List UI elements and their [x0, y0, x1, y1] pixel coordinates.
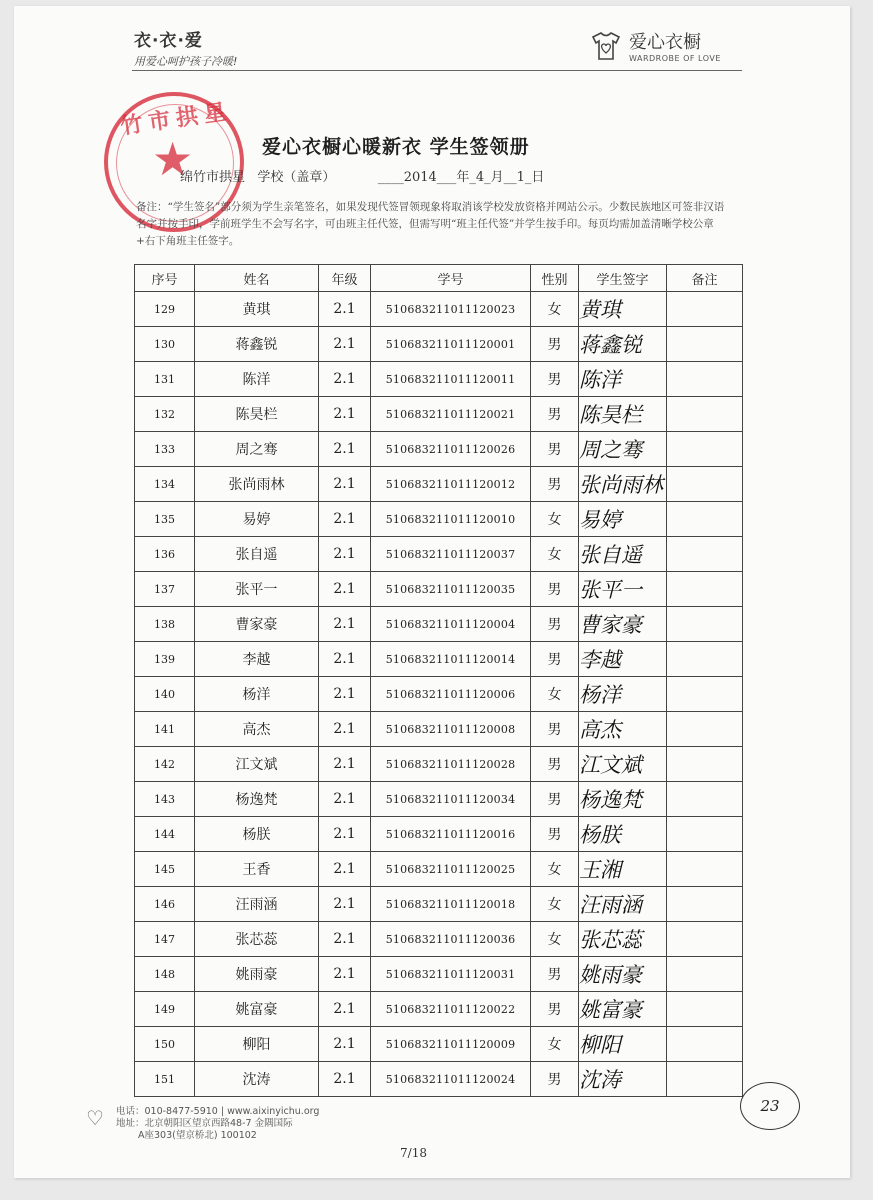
- row-student-id: 510683211011120001: [371, 327, 531, 362]
- row-remark: [667, 852, 743, 887]
- table-row: [135, 397, 743, 432]
- row-grade: 2.1: [319, 537, 371, 572]
- row-name: 杨洋: [195, 677, 319, 712]
- row-seq: 130: [135, 327, 195, 362]
- row-sex: 男: [531, 642, 579, 677]
- row-seq: 136: [135, 537, 195, 572]
- row-grade: 2.1: [319, 782, 371, 817]
- right-logo-cn: 爱心衣橱: [629, 32, 701, 53]
- row-remark: [667, 572, 743, 607]
- row-sex: 男: [531, 572, 579, 607]
- row-remark: [667, 817, 743, 852]
- row-remark: [667, 712, 743, 747]
- row-signature: 杨逸梵: [579, 782, 667, 817]
- row-grade: 2.1: [319, 642, 371, 677]
- row-remark: [667, 537, 743, 572]
- table-row: [135, 362, 743, 397]
- brand-right: [589, 28, 721, 63]
- row-seq: 139: [135, 642, 195, 677]
- row-signature: 沈涛: [579, 1062, 667, 1097]
- row-signature: 李越: [579, 642, 667, 677]
- row-grade: 2.1: [319, 922, 371, 957]
- row-grade: 2.1: [319, 397, 371, 432]
- page-sep: /: [407, 1146, 412, 1160]
- row-seq: 151: [135, 1062, 195, 1097]
- table-row: [135, 817, 743, 852]
- row-student-id: 510683211011120010: [371, 502, 531, 537]
- row-seq: 150: [135, 1027, 195, 1062]
- row-seq: 138: [135, 607, 195, 642]
- row-seq: 134: [135, 467, 195, 502]
- row-sex: 男: [531, 467, 579, 502]
- row-sex: 女: [531, 677, 579, 712]
- row-seq: 140: [135, 677, 195, 712]
- row-signature: 张芯蕊: [579, 922, 667, 957]
- row-sex: 女: [531, 1027, 579, 1062]
- date-year: ____2014___: [377, 170, 457, 185]
- row-name: 张平一: [195, 572, 319, 607]
- row-name: 李越: [195, 642, 319, 677]
- row-name: 杨逸梵: [195, 782, 319, 817]
- table-row: [135, 782, 743, 817]
- row-sex: 男: [531, 1062, 579, 1097]
- page-title: 爱心衣橱心暖新衣 学生签领册: [262, 136, 530, 158]
- row-name: 王香: [195, 852, 319, 887]
- row-grade: 2.1: [319, 887, 371, 922]
- row-name: 蒋鑫锐: [195, 327, 319, 362]
- row-remark: [667, 327, 743, 362]
- row-signature: 汪雨涵: [579, 887, 667, 922]
- right-logo-en: WARDROBE OF LOVE: [629, 54, 721, 63]
- row-student-id: 510683211011120008: [371, 712, 531, 747]
- row-name: 张芯蕊: [195, 922, 319, 957]
- row-grade: 2.1: [319, 817, 371, 852]
- row-remark: [667, 957, 743, 992]
- row-grade: 2.1: [319, 677, 371, 712]
- row-student-id: 510683211011120022: [371, 992, 531, 1027]
- row-grade: 2.1: [319, 747, 371, 782]
- row-sex: 男: [531, 817, 579, 852]
- row-sex: 男: [531, 957, 579, 992]
- row-student-id: 510683211011120034: [371, 782, 531, 817]
- row-signature: 柳阳: [579, 1027, 667, 1062]
- row-grade: 2.1: [319, 572, 371, 607]
- row-remark: [667, 747, 743, 782]
- row-student-id: 51068321101112002З: [371, 292, 531, 327]
- table-row: [135, 642, 743, 677]
- row-sex: 男: [531, 607, 579, 642]
- row-student-id: 510683211011120014: [371, 642, 531, 677]
- row-signature: 王湘: [579, 852, 667, 887]
- row-name: 汪雨涵: [195, 887, 319, 922]
- page-number: [400, 1146, 427, 1160]
- student-roster-table: [134, 264, 743, 1097]
- col-header-remark: 备注: [667, 265, 743, 292]
- row-grade: 2.1: [319, 467, 371, 502]
- date-month: _4_: [469, 170, 491, 185]
- table-row: [135, 922, 743, 957]
- row-student-id: 510683211011120026: [371, 432, 531, 467]
- row-student-id: 510683211011120037: [371, 537, 531, 572]
- row-grade: 2.1: [319, 852, 371, 887]
- row-signature: 杨洋: [579, 677, 667, 712]
- teacher-mark: 23: [740, 1082, 800, 1130]
- row-name: 沈涛: [195, 1062, 319, 1097]
- row-student-id: 510683211011120016: [371, 817, 531, 852]
- row-sex: 男: [531, 397, 579, 432]
- row-signature: 周之骞: [579, 432, 667, 467]
- row-remark: [667, 607, 743, 642]
- row-signature: 江文斌: [579, 747, 667, 782]
- row-grade: 2.1: [319, 1027, 371, 1062]
- year-unit: 年: [456, 170, 470, 185]
- footer-address-2: A座303(望京桥北) 100102: [138, 1130, 257, 1141]
- row-remark: [667, 502, 743, 537]
- row-seq: 149: [135, 992, 195, 1027]
- row-seq: 135: [135, 502, 195, 537]
- row-student-id: 510683211011120012: [371, 467, 531, 502]
- row-grade: 2.1: [319, 327, 371, 362]
- col-header-seq: 序号: [135, 265, 195, 292]
- row-sex: 女: [531, 502, 579, 537]
- row-sex: 女: [531, 537, 579, 572]
- row-name: 张尚雨林: [195, 467, 319, 502]
- row-remark: [667, 992, 743, 1027]
- row-name: 柳阳: [195, 1027, 319, 1062]
- page-current: 7: [400, 1146, 408, 1160]
- row-sex: 女: [531, 922, 579, 957]
- table-row: [135, 992, 743, 1027]
- row-signature: 张尚雨林: [579, 467, 667, 502]
- row-remark: [667, 782, 743, 817]
- row-name: 黄琪: [195, 292, 319, 327]
- row-grade: 2.1: [319, 432, 371, 467]
- table-row: [135, 467, 743, 502]
- row-student-id: 510683211011120035: [371, 572, 531, 607]
- row-student-id: 510683211011120009: [371, 1027, 531, 1062]
- row-remark: [667, 432, 743, 467]
- row-remark: [667, 1062, 743, 1097]
- table-row: [135, 572, 743, 607]
- row-student-id: 510683211011120004: [371, 607, 531, 642]
- row-remark: [667, 362, 743, 397]
- table-row: [135, 852, 743, 887]
- row-grade: 2.1: [319, 502, 371, 537]
- row-name: 陈昊栏: [195, 397, 319, 432]
- row-signature: 曹家豪: [579, 607, 667, 642]
- row-remark: [667, 887, 743, 922]
- row-grade: 2.1: [319, 957, 371, 992]
- row-signature: 陈昊栏: [579, 397, 667, 432]
- row-grade: 2.1: [319, 1062, 371, 1097]
- footer-logo-icon: ♡: [86, 1106, 104, 1130]
- row-sex: 男: [531, 747, 579, 782]
- row-signature: 姚雨豪: [579, 957, 667, 992]
- row-signature: 张平一: [579, 572, 667, 607]
- row-signature: 蒋鑫锐: [579, 327, 667, 362]
- row-remark: [667, 677, 743, 712]
- row-grade: 2.1: [319, 362, 371, 397]
- row-sex: 女: [531, 852, 579, 887]
- row-seq: 146: [135, 887, 195, 922]
- row-signature: 姚富豪: [579, 992, 667, 1027]
- table-row: [135, 747, 743, 782]
- brand-left: [134, 26, 237, 69]
- row-seq: 141: [135, 712, 195, 747]
- row-remark: [667, 922, 743, 957]
- row-seq: 129: [135, 292, 195, 327]
- row-seq: 131: [135, 362, 195, 397]
- school-suffix: 学校（盖章）: [257, 170, 336, 185]
- table-row: [135, 957, 743, 992]
- row-student-id: 510683211011120024: [371, 1062, 531, 1097]
- row-seq: 148: [135, 957, 195, 992]
- row-sex: 男: [531, 432, 579, 467]
- row-seq: 143: [135, 782, 195, 817]
- month-unit: 月: [490, 170, 504, 185]
- row-sex: 男: [531, 362, 579, 397]
- row-student-id: 510683211011120006: [371, 677, 531, 712]
- row-student-id: 510683211011120021: [371, 397, 531, 432]
- left-logo: 衣·衣·爱: [134, 31, 203, 51]
- row-student-id: 510683211011120025: [371, 852, 531, 887]
- date-day: __1_: [503, 170, 532, 185]
- row-remark: [667, 467, 743, 502]
- row-grade: 2.1: [319, 712, 371, 747]
- left-slogan: 用爱心呵护孩子冷暖!: [134, 55, 238, 68]
- page-total: 18: [411, 1146, 427, 1160]
- table-row: [135, 432, 743, 467]
- col-header-name: 姓名: [195, 265, 319, 292]
- row-seq: 132: [135, 397, 195, 432]
- table-row: [135, 677, 743, 712]
- row-sex: 男: [531, 327, 579, 362]
- table-row: [135, 537, 743, 572]
- row-name: 姚雨豪: [195, 957, 319, 992]
- col-header-sex: 性别: [531, 265, 579, 292]
- row-student-id: 510683211011120031: [371, 957, 531, 992]
- row-student-id: 510683211011120018: [371, 887, 531, 922]
- row-signature: 陈洋: [579, 362, 667, 397]
- row-student-id: 510683211011120036: [371, 922, 531, 957]
- row-sex: 男: [531, 782, 579, 817]
- row-remark: [667, 292, 743, 327]
- row-sex: 男: [531, 992, 579, 1027]
- row-name: 姚富豪: [195, 992, 319, 1027]
- row-signature: 杨朕: [579, 817, 667, 852]
- row-grade: 2.1: [319, 992, 371, 1027]
- col-header-signature: 学生签字: [579, 265, 667, 292]
- table-row: [135, 1027, 743, 1062]
- table-row: [135, 1062, 743, 1097]
- row-seq: 147: [135, 922, 195, 957]
- shirt-heart-icon: [589, 31, 623, 61]
- row-name: 张自遥: [195, 537, 319, 572]
- row-remark: [667, 642, 743, 677]
- row-grade: 2.1: [319, 607, 371, 642]
- row-signature: 高杰: [579, 712, 667, 747]
- row-grade: 2.1: [319, 292, 371, 327]
- row-sex: 男: [531, 712, 579, 747]
- row-seq: 144: [135, 817, 195, 852]
- row-name: 曹家豪: [195, 607, 319, 642]
- row-student-id: 510683211011120011: [371, 362, 531, 397]
- school-name: 绵竹市拱星: [180, 170, 246, 185]
- seal-star-icon: ★: [152, 132, 194, 186]
- footer-contact: [116, 1106, 319, 1142]
- row-name: 江文斌: [195, 747, 319, 782]
- row-student-id: 510683211011120028: [371, 747, 531, 782]
- row-name: 杨朕: [195, 817, 319, 852]
- row-remark: [667, 1027, 743, 1062]
- day-unit: 日: [531, 170, 545, 185]
- table-header-row: [135, 265, 743, 292]
- footer-phone: 电话：010-8477-5910 | www.aixinyichu.org: [116, 1106, 320, 1117]
- row-remark: [667, 397, 743, 432]
- row-name: 周之骞: [195, 432, 319, 467]
- col-header-id: 学号: [371, 265, 531, 292]
- instruction-note: 备注：“学生签名”部分须为学生亲笔签名，如果发现代签冒领现象将取消该学校发放资格并网站公示。少数民族地区可签非汉语名字并按手印，学前班学生不会写名字，可由班主任代签，但需写明“班主任代签”并学生按手印。每页均需加盖清晰学校公章+右下角班主任签字。: [136, 201, 725, 247]
- row-name: 陈洋: [195, 362, 319, 397]
- row-sex: 女: [531, 887, 579, 922]
- header-divider: [132, 70, 742, 71]
- col-header-grade: 年级: [319, 265, 371, 292]
- row-seq: 137: [135, 572, 195, 607]
- table-row: [135, 502, 743, 537]
- row-signature: 黄琪: [579, 292, 667, 327]
- table-row: [135, 607, 743, 642]
- row-name: 易婷: [195, 502, 319, 537]
- seal-text: 竹市拱星: [119, 99, 234, 140]
- table-row: [135, 712, 743, 747]
- table-row: [135, 887, 743, 922]
- row-signature: 张自遥: [579, 537, 667, 572]
- school-date-line: [180, 166, 544, 185]
- table-row: [135, 292, 743, 327]
- row-seq: 142: [135, 747, 195, 782]
- footer-address-1: 地址：北京朝阳区望京西路48-7 金隅国际: [116, 1118, 293, 1129]
- row-sex: 女: [531, 292, 579, 327]
- row-signature: 易婷: [579, 502, 667, 537]
- row-seq: 145: [135, 852, 195, 887]
- row-name: 高杰: [195, 712, 319, 747]
- row-seq: 133: [135, 432, 195, 467]
- table-row: [135, 327, 743, 362]
